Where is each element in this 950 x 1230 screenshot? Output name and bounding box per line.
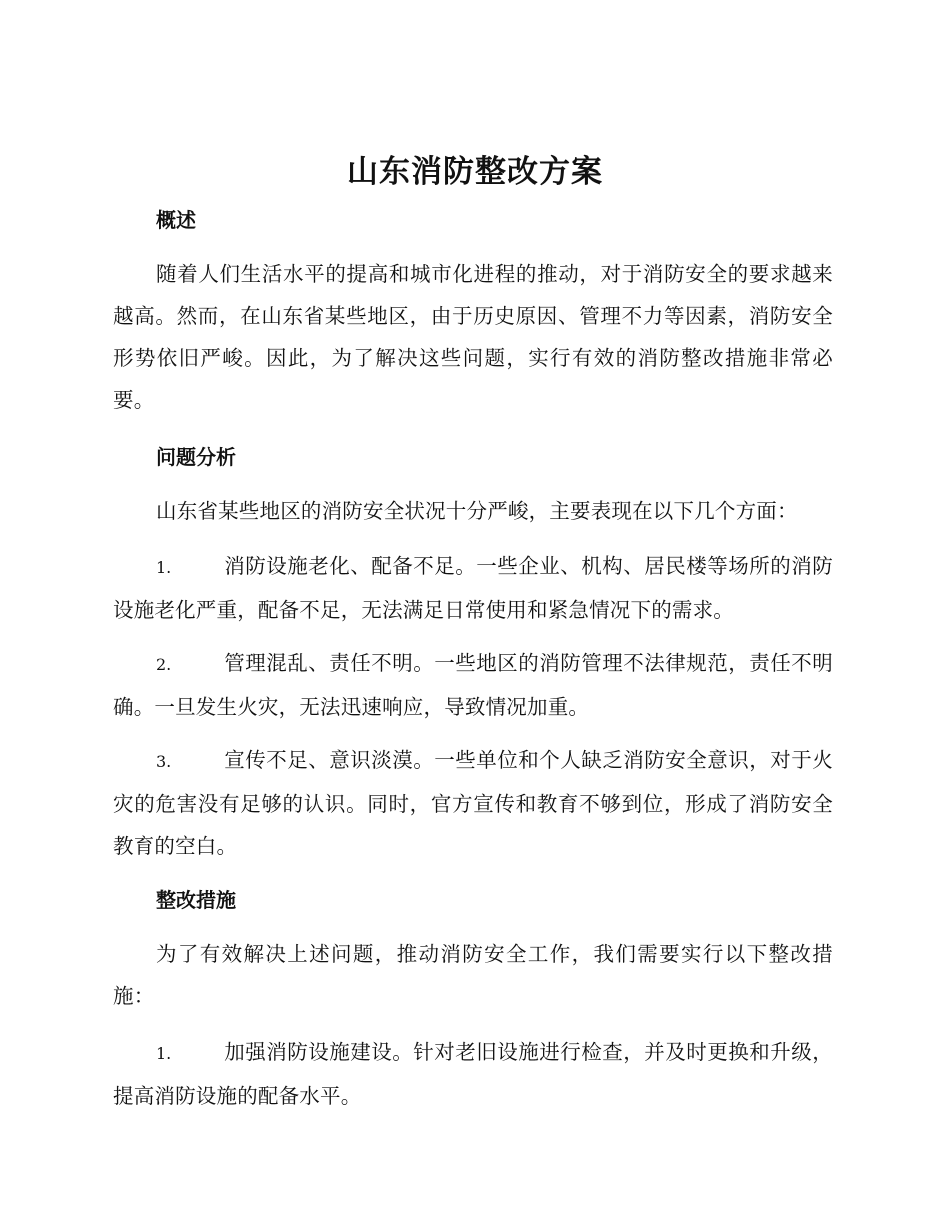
list-item-number: 2. <box>156 655 172 674</box>
measures-intro-paragraph: 为了有效解决上述问题，推动消防安全工作，我们需要实行以下整改措施： <box>113 942 833 1008</box>
list-item-text: 加强消防设施建设。针对老旧设施进行检查，并及时更换和升级，提高消防设施的配备水平。 <box>113 1040 833 1108</box>
analysis-list-item <box>113 739 833 867</box>
overview-paragraph: 随着人们生活水平的提高和城市化进程的推动，对于消防安全的要求越来越高。然而，在山东省某些地区，由于历史原因、管理不力等因素，消防安全形势依旧严峻。因此，为了解决这些问题，实行有效的消防整改措施非常必要。 <box>113 262 833 412</box>
list-item-number: 1. <box>156 558 172 577</box>
document-title: 山东消防整改方案 <box>347 154 603 190</box>
analysis-list-item <box>113 642 833 728</box>
list-item-text: 消防设施老化、配备不足。一些企业、机构、居民楼等场所的消防设施老化严重，配备不足，无法满足日常使用和紧急情况下的需求。 <box>113 554 833 622</box>
section-heading-measures: 整改措施 <box>156 888 236 912</box>
list-item-text: 宣传不足、意识淡漠。一些单位和个人缺乏消防安全意识，对于火灾的危害没有足够的认识。同时，官方宣传和教育不够到位，形成了消防安全教育的空白。 <box>113 748 833 858</box>
measures-list-item <box>113 1031 833 1117</box>
list-item-number: 1. <box>156 1044 172 1063</box>
list-item-text: 管理混乱、责任不明。一些地区的消防管理不法律规范，责任不明确。一旦发生火灾，无法迅速响应，导致情况加重。 <box>113 651 833 719</box>
analysis-list-item <box>113 545 833 631</box>
section-heading-overview: 概述 <box>156 208 196 232</box>
analysis-intro-paragraph: 山东省某些地区的消防安全状况十分严峻，主要表现在以下几个方面： <box>156 499 798 523</box>
section-heading-analysis: 问题分析 <box>156 445 236 469</box>
list-item-number: 3. <box>156 752 172 771</box>
